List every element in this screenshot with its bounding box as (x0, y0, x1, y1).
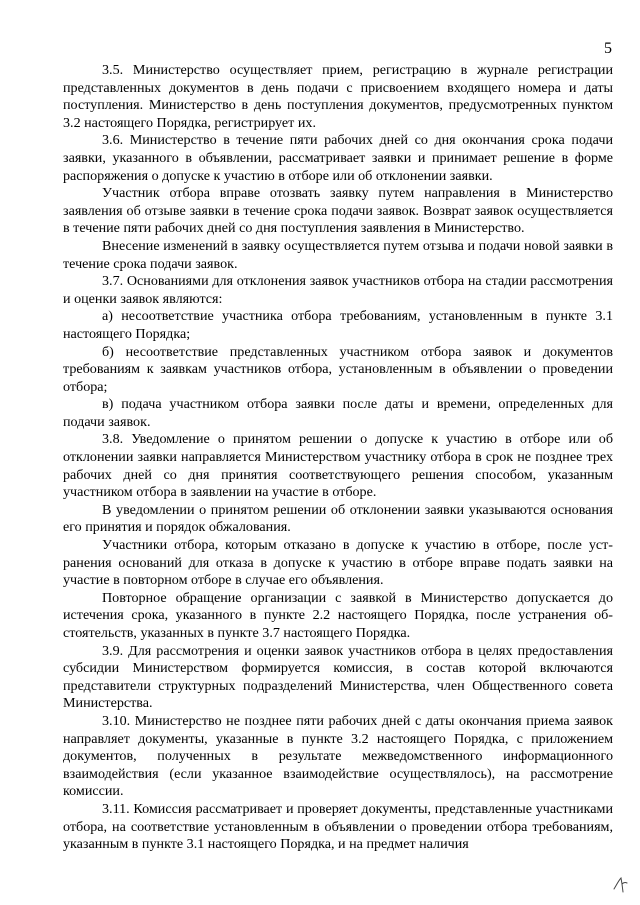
paragraph-3-7: 3.7. Основаниями для отклонения заявок участников отбора на стадии рассмотрения и оценки заявок являются: (63, 273, 613, 307)
paragraph-repeat-appeal: Повторное обращение организации с заявкой в Министерство допускается до истечения срока, указанного в пункте 2.2 настоящего Порядка, после устранения обстоятельств, указанных в пункте 3.7 настоящего Порядка. (63, 589, 613, 641)
paragraph-3-6: 3.6. Министерство в течение пяти рабочих дней со дня окончания срока подачи заявки, указанного в объявлении, рассматривает заявки и принимает решение в форме распоряжения о допуске к участию в отборе или об отклонении заявки. (63, 132, 613, 184)
handwritten-mark (610, 875, 630, 895)
paragraph-amend-application: Внесение изменений в заявку осуществляется путем отзыва и подачи новой заявки в течение срока подачи заявок. (63, 237, 613, 272)
paragraph-rejection-notice: В уведомлении о принятом решении об отклонении заявки указываются основания его принятия и порядок обжалования. (63, 501, 613, 536)
list-item-v: в) подача участником отбора заявки после даты и времени, определенных для подачи заявок. (63, 396, 613, 430)
paragraph-3-10: 3.10. Министерство не позднее пяти рабочих дней с даты окончания приема заявок направляет документы, указанные в пункте 3.2 настоящего Порядка, с приложением документов, полученных в результате межведомственного информационного взаимодействия (если указанное взаимодействие осуществлялось), на рассмотрение комиссии. (63, 712, 613, 800)
paragraph-3-9: 3.9. Для рассмотрения и оценки заявок участников отбора в целях предоставления субсидии Министерством формируется комиссия, в состав которой включаются представители структурных подразделений Министерства, член Общественного совета Министерства. (63, 642, 613, 712)
paragraph-3-11: 3.11. Комиссия рассматривает и проверяет документы, представленные участниками отбора, на соответствие установленным в объявлении о проведении отбора требованиям, указанным в пункте 3.1 настоящего Порядка, и на предмет наличия (63, 800, 613, 853)
document-body (63, 62, 613, 854)
page-number: 5 (604, 40, 612, 57)
paragraph-3-5: 3.5. Министерство осуществляет прием, регистрацию в журнале регистрации представленных документов в день подачи с присвоением входящего номера и даты поступления. Министерство в день поступления документов, предусмотренных пунктом 3.2 настоящего Порядка, регистрирует их. (63, 62, 613, 131)
list-item-a: а) несоответствие участника отбора требованиям, установленным в пункте 3.1 настоящего Порядка; (63, 308, 613, 342)
paragraph-reapply-repeat-selection: Участники отбора, которым отказано в допуске к участию в отборе, после устранения оснований для отказа в допуске к участию в отборе вправе подать заявки на участие в повторном отборе в случае его объявления. (63, 537, 613, 589)
paragraph-withdraw-application: Участник отбора вправе отозвать заявку путем направления в Министерство заявления об отзыве заявки в течение срока подачи заявок. Возврат заявок осуществляется в течение пяти рабочих дней со дня поступления заявления в Министерство. (63, 185, 613, 237)
list-item-b: б) несоответствие представленных участником отбора заявок и документов требованиям к заявкам участников отбора, установленным в объявлении о проведении отбора; (63, 343, 613, 395)
paragraph-3-8: 3.8. Уведомление о принятом решении о допуске к участию в отборе или об отклонении заявки направляется Министерством участнику отбора в срок не позднее трех рабочих дней со дня принятия соответствующего решения способом, указанным участником отбора в заявлении на участие в отборе. (63, 431, 613, 501)
